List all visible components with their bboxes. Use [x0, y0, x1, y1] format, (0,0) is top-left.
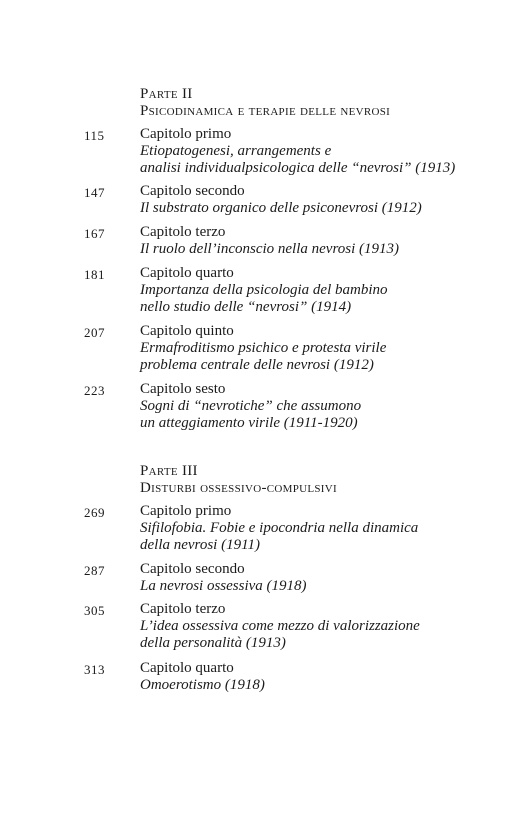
chapter-title-line: Importanza della psicologia del bambino [140, 282, 388, 298]
entry-text [140, 660, 510, 694]
chapter-title-line: nello studio delle “nevrosi” (1914) [140, 299, 352, 315]
chapter-title-line: Ermafroditismo psichico e protesta virile [140, 340, 387, 356]
chapter-label: Capitolo quinto [140, 323, 234, 339]
page-number: 305 [84, 603, 105, 618]
page-number: 269 [84, 505, 105, 520]
page-number: 207 [84, 325, 105, 340]
entry-text [140, 381, 510, 432]
chapter-title-line: problema centrale delle nevrosi (1912) [140, 357, 374, 373]
chapter-title-line: Sifilofobia. Fobie e ipocondria nella dinamica [140, 520, 419, 536]
chapter-title-line: della personalità (1913) [140, 635, 286, 651]
chapter-label: Capitolo secondo [140, 183, 245, 199]
page-number: 313 [84, 662, 105, 677]
entry-text [140, 183, 510, 217]
entry-text [140, 601, 510, 652]
chapter-title-line: Il substrato organico delle psiconevrosi (1912) [140, 200, 422, 216]
chapter-title-line: Etiopatogenesi, arrangements e [140, 143, 332, 159]
chapter-label: Capitolo primo [140, 503, 232, 519]
chapter-title-line: L’idea ossessiva come mezzo di valorizzazione [140, 618, 420, 634]
entry-text [140, 323, 510, 374]
page-number: 167 [84, 226, 105, 241]
page-number: 287 [84, 563, 105, 578]
page-number: 115 [84, 128, 105, 143]
entry-text [140, 265, 510, 316]
entry-text [140, 561, 510, 595]
part-title: Disturbi ossessivo-compulsivi [140, 480, 337, 496]
chapter-label: Capitolo terzo [140, 224, 226, 240]
page-number: 147 [84, 185, 105, 200]
part-title: Psicodinamica e terapie delle nevrosi [140, 103, 391, 119]
chapter-title-line: Il ruolo dell’inconscio nella nevrosi (1913) [140, 241, 399, 257]
chapter-title-line: Omoerotismo (1918) [140, 677, 265, 693]
chapter-label: Capitolo secondo [140, 561, 245, 577]
chapter-title-line: La nevrosi ossessiva (1918) [140, 578, 307, 594]
chapter-title-line: analisi individualpsicologica delle “nevrosi” (1913) [140, 160, 456, 176]
chapter-label: Capitolo terzo [140, 601, 226, 617]
part-heading [140, 86, 500, 120]
part-number: Parte II [140, 86, 193, 102]
page-number: 181 [84, 267, 105, 282]
chapter-label: Capitolo quarto [140, 660, 234, 676]
chapter-label: Capitolo primo [140, 126, 232, 142]
page-number: 223 [84, 383, 105, 398]
entry-text [140, 224, 510, 258]
part-number: Parte III [140, 463, 198, 479]
chapter-label: Capitolo sesto [140, 381, 226, 397]
chapter-title-line: della nevrosi (1911) [140, 537, 260, 553]
chapter-title-line: un atteggiamento virile (1911-1920) [140, 415, 358, 431]
part-heading [140, 463, 500, 497]
entry-text [140, 126, 510, 177]
chapter-label: Capitolo quarto [140, 265, 234, 281]
entry-text [140, 503, 510, 554]
chapter-title-line: Sogni di “nevrotiche” che assumono [140, 398, 362, 414]
